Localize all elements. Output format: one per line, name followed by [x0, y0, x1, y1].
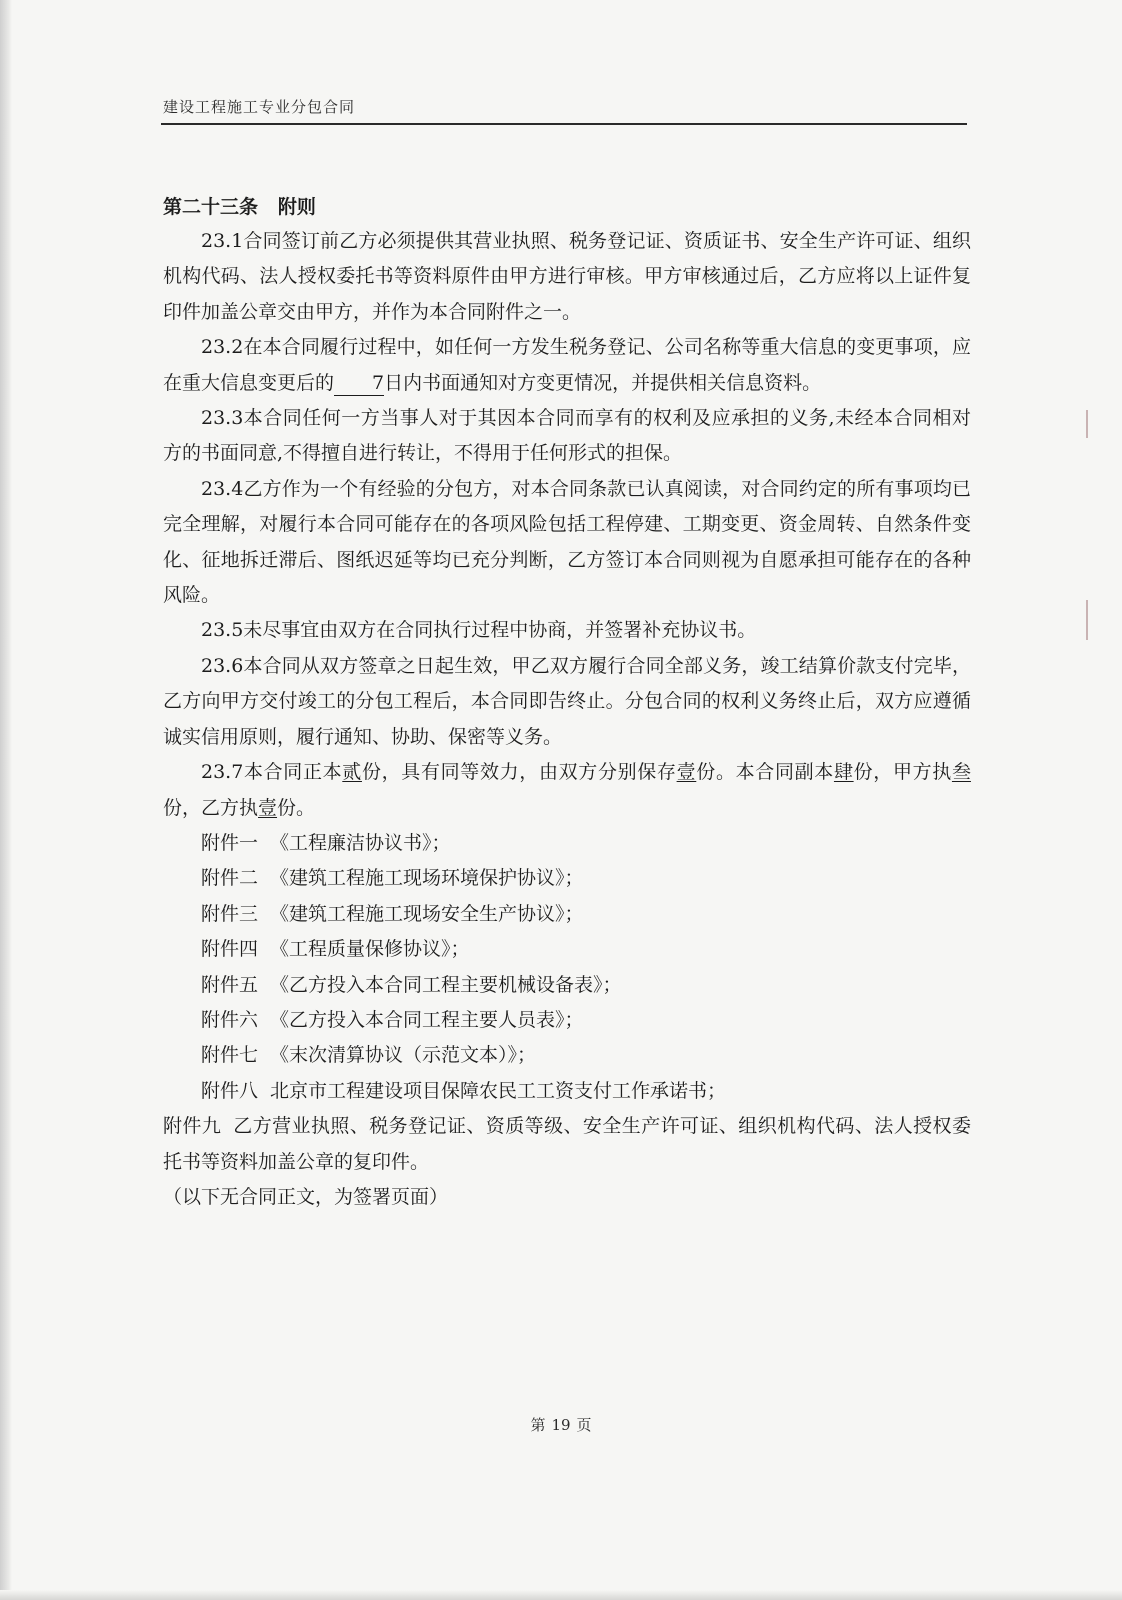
clause-23-7-text: 份，乙方执 — [163, 796, 259, 819]
section-title: 第二十三条 附则 — [163, 196, 316, 218]
clause-23-2-text-post: 日内书面通知对方变更情况，并提供相关信息资料。 — [384, 371, 822, 394]
scan-edge-left — [0, 0, 12, 1600]
clause-23-4: 23.4乙方作为一个有经验的分包方，对本合同条款已认真阅读，对合同约定的所有事项均已完全理解，对履行本合同可能存在的各项风险包括工程停建、工期变更、资金周转、自然条件变化、征地拆迁滞后、图纸迟延等均已充分判断，乙方签订本合同则视为自愿承担可能存在的各种风险。 — [163, 477, 971, 607]
each-party-count: 壹 — [676, 761, 697, 784]
party-a-count: 叁 — [951, 761, 971, 784]
appendix-number: 附件九 — [163, 1115, 222, 1138]
appendix-item — [163, 1038, 971, 1073]
clause-23-1: 23.1合同签订前乙方必须提供其营业执照、税务登记证、资质证书、安全生产许可证、组织机构代码、法人授权委托书等资料原件由甲方进行审核。甲方审核通过后，乙方应将以上证件复印件加盖公章交由甲方，并作为本合同附件之一。 — [163, 230, 971, 323]
clause-23-7-text: 份。本合同副本 — [696, 761, 834, 784]
closing-note: （以下无合同正文，为签署页面） — [163, 1185, 449, 1208]
clause-23-2-text-pre: 23.2在本合同履行过程中，如任何一方发生税务登记、公司名称等重大信息的变更事项，应在重大信息变更后的 — [163, 336, 971, 394]
page-number-suffix: 页 — [576, 1416, 592, 1434]
document-body — [163, 190, 971, 1215]
appendix-title: 《工程质量保修协议》； — [270, 938, 470, 961]
scan-edge-bottom — [0, 1590, 1122, 1600]
clause-23-3: 23.3本合同任何一方当事人对于其因本合同而享有的权利及应承担的义务,未经本合同相对方的书面同意,不得擅自进行转让，不得用于任何形式的担保。 — [163, 407, 971, 465]
appendix-item — [163, 861, 971, 896]
appendix-title: 《建筑工程施工现场环境保护协议》； — [270, 867, 584, 890]
page-number — [0, 1414, 1122, 1435]
appendix-item — [163, 897, 971, 932]
appendix-item — [163, 968, 971, 1003]
appendix-item — [163, 932, 971, 967]
clause-23-6: 23.6本合同从双方签章之日起生效，甲乙双方履行合同全部义务，竣工结算价款支付完毕，乙方向甲方交付竣工的分包工程后，本合同即告终止。分包合同的权利义务终止后，双方应遵循诚实信用原则，履行通知、协助、保密等义务。 — [163, 654, 971, 748]
appendix-number: 附件二 — [201, 867, 259, 890]
appendix-item — [163, 1003, 971, 1038]
margin-mark — [1086, 410, 1088, 438]
appendix-number: 附件七 — [201, 1044, 259, 1067]
clause-23-7-text: 23.7本合同正本 — [201, 761, 343, 784]
appendix-item — [163, 1074, 971, 1109]
header-rule — [161, 123, 967, 125]
appendix-item — [163, 1109, 971, 1180]
appendix-number: 附件六 — [201, 1008, 259, 1031]
copy-count: 肆 — [833, 761, 854, 784]
page-number-value: 19 — [551, 1416, 571, 1434]
appendix-title: 《乙方投入本合同工程主要人员表》； — [270, 1008, 584, 1031]
document-header-title: 建设工程施工专业分包合同 — [163, 98, 356, 116]
clause-23-7-text: 份，甲方执 — [853, 761, 952, 784]
clause-23-2 — [163, 330, 971, 401]
appendix-item — [163, 826, 971, 861]
notice-days-blank: 7 — [334, 371, 384, 396]
margin-mark — [1086, 600, 1088, 640]
clause-23-5: 23.5未尽事宜由双方在合同执行过程中协商，并签署补充协议书。 — [201, 619, 757, 642]
appendix-number: 附件一 — [201, 831, 259, 854]
appendix-title: 《工程廉洁协议书》； — [270, 831, 451, 854]
appendix-number: 附件四 — [201, 938, 259, 961]
appendix-number: 附件三 — [201, 902, 259, 925]
appendix-number: 附件八 — [201, 1079, 259, 1102]
appendix-title: 《乙方投入本合同工程主要机械设备表》； — [270, 973, 622, 996]
page-number-prefix: 第 — [530, 1416, 546, 1434]
clause-23-7 — [163, 755, 971, 826]
appendix-title: 北京市工程建设项目保障农民工工资支付工作承诺书； — [270, 1079, 727, 1102]
original-count: 贰 — [342, 761, 362, 784]
appendix-title: 《建筑工程施工现场安全生产协议》； — [270, 902, 584, 925]
appendix-list — [163, 826, 971, 1180]
party-b-count: 壹 — [258, 796, 278, 819]
appendix-title: 乙方营业执照、税务登记证、资质等级、安全生产许可证、组织机构代码、法人授权委托书等资料加盖公章的复印件。 — [163, 1115, 971, 1173]
clause-23-7-text: 份，具有同等效力，由双方分别保存 — [361, 761, 677, 784]
appendix-title: 《末次清算协议（示范文本）》； — [270, 1044, 537, 1067]
clause-23-7-text: 份。 — [277, 796, 316, 819]
appendix-number: 附件五 — [201, 973, 259, 996]
